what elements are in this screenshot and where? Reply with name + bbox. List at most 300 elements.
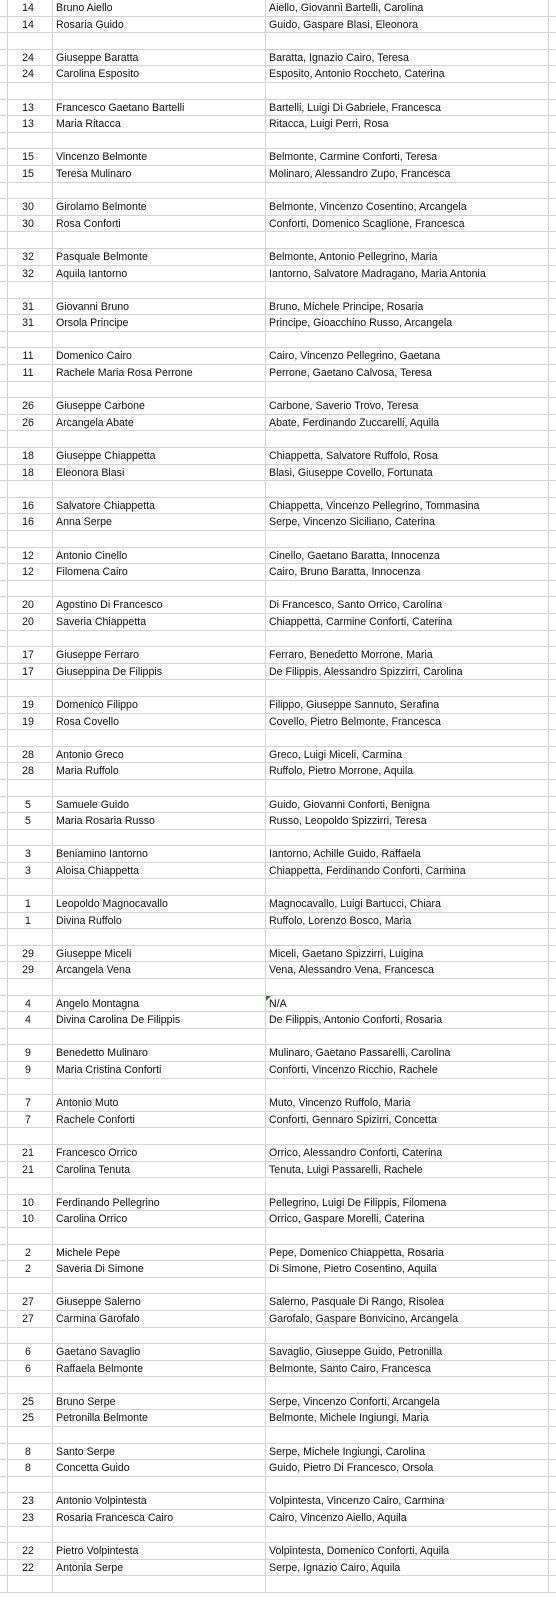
- number-cell[interactable]: 18: [8, 465, 53, 481]
- parents-cell[interactable]: [266, 896, 549, 912]
- name-cell[interactable]: Michele Pepe: [53, 1245, 266, 1261]
- parents-cell[interactable]: [266, 282, 549, 298]
- name-cell[interactable]: Petronilla Belmonte: [53, 1410, 266, 1426]
- name-cell[interactable]: Francesco Orrico: [53, 1145, 266, 1161]
- number-cell[interactable]: 7: [8, 1095, 53, 1111]
- parents-cell[interactable]: [266, 929, 549, 945]
- parents-cell[interactable]: [266, 1128, 549, 1144]
- name-cell[interactable]: [53, 581, 266, 597]
- number-cell[interactable]: [8, 1477, 53, 1493]
- table-row: [0, 1062, 556, 1079]
- parents-cell[interactable]: [266, 1377, 549, 1393]
- number-cell[interactable]: 19: [8, 697, 53, 713]
- number-cell[interactable]: 2: [8, 1261, 53, 1277]
- name-cell[interactable]: [53, 830, 266, 846]
- number-cell[interactable]: 10: [8, 1211, 53, 1227]
- name-cell[interactable]: [53, 133, 266, 149]
- parents-cell[interactable]: [266, 1294, 549, 1310]
- parents-cell[interactable]: [266, 680, 549, 696]
- parents-cell[interactable]: [266, 1576, 549, 1592]
- number-cell[interactable]: [8, 1029, 53, 1045]
- number-cell[interactable]: [8, 780, 53, 796]
- parents-cell[interactable]: [266, 1477, 549, 1493]
- number-cell[interactable]: [8, 830, 53, 846]
- name-cell[interactable]: Pietro Volpintesta: [53, 1543, 266, 1559]
- row-margin-cell: [0, 1162, 8, 1178]
- name-cell[interactable]: Antonio Greco: [53, 747, 266, 763]
- number-cell[interactable]: [8, 680, 53, 696]
- number-cell[interactable]: 28: [8, 747, 53, 763]
- parents-cell[interactable]: [266, 232, 549, 248]
- parents-cell[interactable]: [266, 315, 549, 331]
- parents-cell[interactable]: [266, 431, 549, 447]
- name-cell[interactable]: Arcangela Vena: [53, 962, 266, 978]
- number-cell[interactable]: 1: [8, 896, 53, 912]
- parents-cell[interactable]: [266, 116, 549, 132]
- number-cell[interactable]: [8, 979, 53, 995]
- name-cell[interactable]: [53, 1228, 266, 1244]
- parents-cell[interactable]: [266, 1162, 549, 1178]
- name-cell[interactable]: Girolamo Belmonte: [53, 199, 266, 215]
- parents-cell[interactable]: [266, 979, 549, 995]
- number-cell[interactable]: 26: [8, 398, 53, 414]
- parents-cell[interactable]: [266, 1045, 549, 1061]
- parents-cell[interactable]: [266, 1278, 549, 1294]
- name-cell[interactable]: [53, 1178, 266, 1194]
- number-cell[interactable]: 31: [8, 315, 53, 331]
- name-cell[interactable]: Giuseppe Chiappetta: [53, 448, 266, 464]
- number-cell[interactable]: 22: [8, 1560, 53, 1576]
- parents-cell[interactable]: [266, 1410, 549, 1426]
- number-cell[interactable]: 12: [8, 548, 53, 564]
- row-margin-cell: [0, 1344, 8, 1360]
- parents-cell[interactable]: [266, 664, 549, 680]
- name-cell[interactable]: Maria Rosaria Russo: [53, 813, 266, 829]
- number-cell[interactable]: 13: [8, 100, 53, 116]
- parents-cell[interactable]: [266, 1079, 549, 1095]
- parents-cell[interactable]: [266, 1493, 549, 1509]
- parents-cell[interactable]: [266, 1195, 549, 1211]
- name-cell[interactable]: Arcangela Abate: [53, 415, 266, 431]
- number-cell[interactable]: 30: [8, 199, 53, 215]
- name-cell[interactable]: [53, 1128, 266, 1144]
- number-cell[interactable]: 18: [8, 448, 53, 464]
- parents-cell[interactable]: [266, 564, 549, 580]
- number-cell[interactable]: [8, 382, 53, 398]
- name-cell[interactable]: [53, 780, 266, 796]
- parents-cell[interactable]: [266, 846, 549, 862]
- number-cell[interactable]: 15: [8, 149, 53, 165]
- table-row: [0, 183, 556, 200]
- name-cell[interactable]: [53, 481, 266, 497]
- name-cell[interactable]: [53, 631, 266, 647]
- number-cell[interactable]: 20: [8, 597, 53, 613]
- parents-cell[interactable]: [266, 1261, 549, 1277]
- name-cell[interactable]: Anna Serpe: [53, 514, 266, 530]
- parents-cell[interactable]: [266, 830, 549, 846]
- parents-text: Serpe, Vincenzo Conforti, Arcangela: [269, 1395, 440, 1408]
- number-cell[interactable]: 32: [8, 249, 53, 265]
- number-cell[interactable]: 14: [8, 17, 53, 33]
- parents-cell[interactable]: [266, 1361, 549, 1377]
- parents-cell[interactable]: [266, 1012, 549, 1028]
- name-cell[interactable]: [53, 83, 266, 99]
- parents-cell[interactable]: [266, 481, 549, 497]
- parents-cell[interactable]: [266, 33, 549, 49]
- parents-cell[interactable]: [266, 763, 549, 779]
- number-cell[interactable]: [8, 183, 53, 199]
- name-cell[interactable]: Giovanni Bruno: [53, 299, 266, 315]
- parents-cell[interactable]: [266, 813, 549, 829]
- number-cell[interactable]: [8, 133, 53, 149]
- name-cell[interactable]: [53, 183, 266, 199]
- name-cell[interactable]: Raffaela Belmonte: [53, 1361, 266, 1377]
- number-cell[interactable]: [8, 481, 53, 497]
- name-cell[interactable]: Divina Ruffolo: [53, 913, 266, 929]
- parents-cell[interactable]: [266, 266, 549, 282]
- number-cell[interactable]: 4: [8, 996, 53, 1012]
- parents-text: Guido, Gaspare Blasi, Eleonora: [269, 18, 418, 31]
- name-cell[interactable]: [53, 1477, 266, 1493]
- name-cell[interactable]: Teresa Mulinaro: [53, 166, 266, 182]
- name-cell[interactable]: [53, 1328, 266, 1344]
- number-cell[interactable]: 9: [8, 1062, 53, 1078]
- name-cell[interactable]: Giuseppina De Filippis: [53, 664, 266, 680]
- number-cell[interactable]: 2: [8, 1245, 53, 1261]
- name-cell[interactable]: Giuseppe Ferraro: [53, 647, 266, 663]
- parents-cell[interactable]: [266, 133, 549, 149]
- name-cell[interactable]: [53, 1576, 266, 1592]
- number-cell[interactable]: 14: [8, 0, 53, 16]
- empty-cell: [549, 1195, 556, 1211]
- number-cell[interactable]: [8, 1079, 53, 1095]
- empty-cell: [549, 846, 556, 862]
- parents-cell[interactable]: [266, 83, 549, 99]
- parents-cell[interactable]: [266, 879, 549, 895]
- parents-cell[interactable]: [266, 398, 549, 414]
- parents-cell[interactable]: [266, 1245, 549, 1261]
- parents-cell[interactable]: [266, 1543, 549, 1559]
- name-cell[interactable]: [53, 929, 266, 945]
- number-cell[interactable]: 25: [8, 1410, 53, 1426]
- name-cell[interactable]: Agostino Di Francesco: [53, 597, 266, 613]
- name-cell[interactable]: Eleonora Blasi: [53, 465, 266, 481]
- number-cell[interactable]: 4: [8, 1012, 53, 1028]
- parents-cell[interactable]: [266, 465, 549, 481]
- name-cell[interactable]: Giuseppe Miceli: [53, 946, 266, 962]
- name-cell[interactable]: Rosa Covello: [53, 714, 266, 730]
- parents-cell[interactable]: [266, 531, 549, 547]
- number-cell[interactable]: [8, 431, 53, 447]
- number-cell[interactable]: 31: [8, 299, 53, 315]
- number-cell[interactable]: 28: [8, 763, 53, 779]
- number-cell[interactable]: [8, 1328, 53, 1344]
- parents-cell[interactable]: [266, 1062, 549, 1078]
- name-cell[interactable]: [53, 33, 266, 49]
- name-cell[interactable]: Giuseppe Salerno: [53, 1294, 266, 1310]
- number-cell[interactable]: 20: [8, 614, 53, 630]
- number-cell[interactable]: 25: [8, 1394, 53, 1410]
- name-cell[interactable]: [53, 1278, 266, 1294]
- name-cell[interactable]: [53, 431, 266, 447]
- parents-cell[interactable]: [266, 1029, 549, 1045]
- name-cell[interactable]: [53, 332, 266, 348]
- parents-cell[interactable]: [266, 100, 549, 116]
- parents-cell[interactable]: [266, 183, 549, 199]
- name-cell[interactable]: Orsola Principe: [53, 315, 266, 331]
- number-cell[interactable]: [8, 1527, 53, 1543]
- number-cell[interactable]: [8, 581, 53, 597]
- parents-cell[interactable]: [266, 348, 549, 364]
- name-cell[interactable]: Salvatore Chiappetta: [53, 498, 266, 514]
- parents-cell[interactable]: [266, 415, 549, 431]
- name-cell[interactable]: Rachele Maria Rosa Perrone: [53, 365, 266, 381]
- number-cell[interactable]: 3: [8, 863, 53, 879]
- name-cell[interactable]: [53, 1029, 266, 1045]
- number-cell[interactable]: 27: [8, 1311, 53, 1327]
- number-cell[interactable]: 16: [8, 514, 53, 530]
- name-cell[interactable]: Gaetano Savaglio: [53, 1344, 266, 1360]
- number-cell[interactable]: [8, 1427, 53, 1443]
- name-cell[interactable]: [53, 1079, 266, 1095]
- name-cell[interactable]: Giuseppe Carbone: [53, 398, 266, 414]
- number-cell[interactable]: [8, 1576, 53, 1592]
- number-cell[interactable]: 6: [8, 1344, 53, 1360]
- number-cell[interactable]: 32: [8, 266, 53, 282]
- parents-cell[interactable]: [266, 1527, 549, 1543]
- parents-cell[interactable]: [266, 216, 549, 232]
- name-cell[interactable]: Vincenzo Belmonte: [53, 149, 266, 165]
- parents-cell[interactable]: [266, 249, 549, 265]
- parents-cell[interactable]: [266, 1211, 549, 1227]
- parents-cell[interactable]: [266, 1145, 549, 1161]
- empty-cell: [549, 1228, 556, 1244]
- name-cell[interactable]: Maria Ruffolo: [53, 763, 266, 779]
- name-cell[interactable]: [53, 680, 266, 696]
- number-cell[interactable]: 15: [8, 166, 53, 182]
- name-cell[interactable]: Bruno Serpe: [53, 1394, 266, 1410]
- parents-cell[interactable]: [266, 17, 549, 33]
- number-cell[interactable]: 27: [8, 1294, 53, 1310]
- name-cell[interactable]: Bruno Aiello: [53, 0, 266, 16]
- name-cell[interactable]: Rosaria Guido: [53, 17, 266, 33]
- name-cell[interactable]: Beniamino Iantorno: [53, 846, 266, 862]
- parents-cell[interactable]: [266, 332, 549, 348]
- parents-cell[interactable]: [266, 747, 549, 763]
- name-cell[interactable]: Giuseppe Baratta: [53, 50, 266, 66]
- parents-cell[interactable]: [266, 149, 549, 165]
- parents-cell[interactable]: [266, 1510, 549, 1526]
- parents-cell[interactable]: [266, 697, 549, 713]
- number-cell[interactable]: 5: [8, 797, 53, 813]
- number-cell[interactable]: 30: [8, 216, 53, 232]
- name-cell[interactable]: Antonio Muto: [53, 1095, 266, 1111]
- parents-cell[interactable]: [266, 1394, 549, 1410]
- number-cell[interactable]: [8, 631, 53, 647]
- name-cell[interactable]: [53, 382, 266, 398]
- parents-cell[interactable]: [266, 514, 549, 530]
- name-cell[interactable]: Benedetto Mulinaro: [53, 1045, 266, 1061]
- number-cell[interactable]: 21: [8, 1145, 53, 1161]
- number-cell[interactable]: 5: [8, 813, 53, 829]
- parents-cell[interactable]: [266, 299, 549, 315]
- name-cell[interactable]: Francesco Gaetano Bartelli: [53, 100, 266, 116]
- name-cell[interactable]: Angelo Montagna: [53, 996, 266, 1012]
- row-margin-cell: [0, 996, 8, 1012]
- number-cell[interactable]: [8, 83, 53, 99]
- name-cell[interactable]: Ferdinando Pellegrino: [53, 1195, 266, 1211]
- parents-cell[interactable]: [266, 597, 549, 613]
- name-cell[interactable]: Carolina Orrico: [53, 1211, 266, 1227]
- name-cell[interactable]: Pasquale Belmonte: [53, 249, 266, 265]
- parents-cell[interactable]: [266, 1344, 549, 1360]
- name-cell[interactable]: [53, 232, 266, 248]
- name-cell[interactable]: Rosaria Francesca Cairo: [53, 1510, 266, 1526]
- parents-cell[interactable]: [266, 647, 549, 663]
- number-cell[interactable]: 11: [8, 348, 53, 364]
- name-cell[interactable]: Carolina Esposito: [53, 66, 266, 82]
- number-cell[interactable]: 24: [8, 66, 53, 82]
- number-cell[interactable]: 10: [8, 1195, 53, 1211]
- parents-cell[interactable]: [266, 66, 549, 82]
- name-cell[interactable]: Maria Cristina Conforti: [53, 1062, 266, 1078]
- parents-cell[interactable]: [266, 631, 549, 647]
- parents-cell[interactable]: [266, 797, 549, 813]
- name-cell[interactable]: Carolina Tenuta: [53, 1162, 266, 1178]
- name-cell[interactable]: Concetta Guido: [53, 1460, 266, 1476]
- number-cell[interactable]: [8, 1228, 53, 1244]
- number-cell[interactable]: [8, 929, 53, 945]
- parents-cell[interactable]: [266, 581, 549, 597]
- name-cell[interactable]: [53, 282, 266, 298]
- parents-cell[interactable]: [266, 1427, 549, 1443]
- parents-cell[interactable]: [266, 1444, 549, 1460]
- parents-cell[interactable]: [266, 50, 549, 66]
- name-cell[interactable]: Antonia Serpe: [53, 1560, 266, 1576]
- parents-cell[interactable]: [266, 863, 549, 879]
- number-cell[interactable]: 24: [8, 50, 53, 66]
- parents-cell[interactable]: [266, 1228, 549, 1244]
- name-cell[interactable]: [53, 879, 266, 895]
- name-cell[interactable]: Antonio Volpintesta: [53, 1493, 266, 1509]
- name-cell[interactable]: Carmina Garofalo: [53, 1311, 266, 1327]
- number-cell[interactable]: 1: [8, 913, 53, 929]
- number-cell[interactable]: [8, 1178, 53, 1194]
- number-cell[interactable]: 13: [8, 116, 53, 132]
- number-cell[interactable]: 7: [8, 1112, 53, 1128]
- number-cell[interactable]: 11: [8, 365, 53, 381]
- parents-cell[interactable]: [266, 382, 549, 398]
- number-cell[interactable]: 23: [8, 1493, 53, 1509]
- number-cell[interactable]: 8: [8, 1444, 53, 1460]
- number-cell[interactable]: 17: [8, 664, 53, 680]
- parents-cell[interactable]: [266, 166, 549, 182]
- name-cell[interactable]: Domenico Cairo: [53, 348, 266, 364]
- number-cell[interactable]: [8, 282, 53, 298]
- number-cell[interactable]: [8, 730, 53, 746]
- number-cell[interactable]: [8, 232, 53, 248]
- name-cell[interactable]: Divina Carolina De Filippis: [53, 1012, 266, 1028]
- name-cell[interactable]: Antonio Cinello: [53, 548, 266, 564]
- number-cell[interactable]: 9: [8, 1045, 53, 1061]
- number-cell[interactable]: 29: [8, 962, 53, 978]
- number-cell[interactable]: 21: [8, 1162, 53, 1178]
- number-cell[interactable]: [8, 531, 53, 547]
- name-cell[interactable]: Santo Serpe: [53, 1444, 266, 1460]
- name-cell[interactable]: [53, 531, 266, 547]
- number-cell[interactable]: [8, 1377, 53, 1393]
- parents-cell[interactable]: [266, 448, 549, 464]
- parents-cell[interactable]: [266, 780, 549, 796]
- parents-cell[interactable]: [266, 946, 549, 962]
- parents-cell[interactable]: [266, 548, 549, 564]
- parents-cell[interactable]: [266, 1460, 549, 1476]
- parents-cell[interactable]: [266, 1178, 549, 1194]
- name-cell[interactable]: Leopoldo Magnocavallo: [53, 896, 266, 912]
- number-cell[interactable]: [8, 1278, 53, 1294]
- number-cell[interactable]: 16: [8, 498, 53, 514]
- name-cell[interactable]: [53, 979, 266, 995]
- parents-text: Molinaro, Alessandro Zupo, Francesca: [269, 167, 451, 180]
- number-cell[interactable]: 26: [8, 415, 53, 431]
- name-cell[interactable]: [53, 1427, 266, 1443]
- name-cell[interactable]: [53, 1377, 266, 1393]
- name-cell[interactable]: Maria Ritacca: [53, 116, 266, 132]
- name-cell[interactable]: Samuele Guido: [53, 797, 266, 813]
- parents-cell[interactable]: [266, 962, 549, 978]
- name-cell[interactable]: Domenico Filippo: [53, 697, 266, 713]
- number-cell[interactable]: [8, 332, 53, 348]
- parents-cell[interactable]: [266, 0, 549, 16]
- parents-cell[interactable]: [266, 730, 549, 746]
- name-cell[interactable]: Rachele Conforti: [53, 1112, 266, 1128]
- name-cell[interactable]: Rosa Conforti: [53, 216, 266, 232]
- name-cell[interactable]: [53, 730, 266, 746]
- number-cell[interactable]: 12: [8, 564, 53, 580]
- parents-cell[interactable]: [266, 996, 549, 1012]
- number-cell[interactable]: 29: [8, 946, 53, 962]
- parents-cell[interactable]: [266, 714, 549, 730]
- parents-text: Carbone, Saverio Trovo, Teresa: [269, 400, 419, 413]
- number-cell[interactable]: 3: [8, 846, 53, 862]
- parents-cell[interactable]: [266, 199, 549, 215]
- parents-cell[interactable]: [266, 913, 549, 929]
- number-cell[interactable]: 22: [8, 1543, 53, 1559]
- number-cell[interactable]: 17: [8, 647, 53, 663]
- number-cell[interactable]: [8, 33, 53, 49]
- name-cell[interactable]: [53, 1527, 266, 1543]
- parents-cell[interactable]: [266, 365, 549, 381]
- name-cell[interactable]: Aquila Iantorno: [53, 266, 266, 282]
- number-cell[interactable]: 23: [8, 1510, 53, 1526]
- parents-cell[interactable]: [266, 1311, 549, 1327]
- parents-cell[interactable]: [266, 498, 549, 514]
- name-cell[interactable]: Aloisa Chiappetta: [53, 863, 266, 879]
- parents-cell[interactable]: [266, 1560, 549, 1576]
- number-cell[interactable]: [8, 879, 53, 895]
- name-cell[interactable]: Saveria Chiappetta: [53, 614, 266, 630]
- parents-cell[interactable]: [266, 614, 549, 630]
- parents-cell[interactable]: [266, 1328, 549, 1344]
- number-cell[interactable]: 19: [8, 714, 53, 730]
- name-cell[interactable]: Saveria Di Simone: [53, 1261, 266, 1277]
- parents-cell[interactable]: [266, 1095, 549, 1111]
- name-cell[interactable]: Filomena Cairo: [53, 564, 266, 580]
- number-cell[interactable]: [8, 1128, 53, 1144]
- parents-cell[interactable]: [266, 1112, 549, 1128]
- number-cell[interactable]: 8: [8, 1460, 53, 1476]
- number-cell[interactable]: 6: [8, 1361, 53, 1377]
